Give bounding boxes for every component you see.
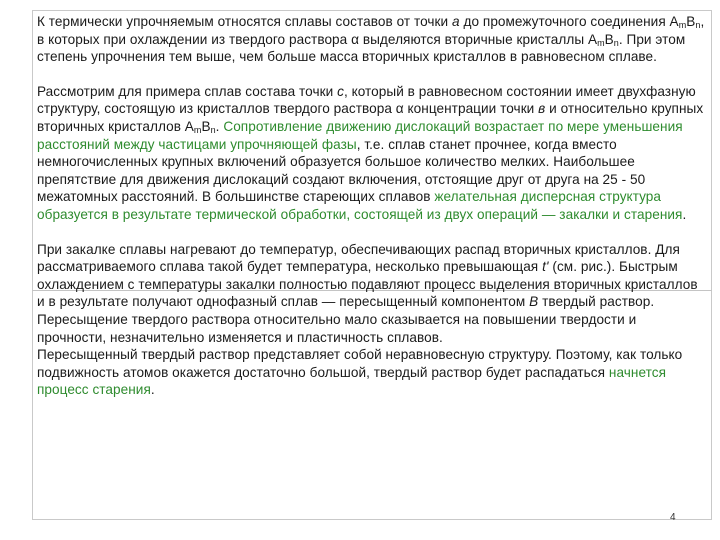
italic-text: а: [452, 14, 460, 29]
text-run: B: [604, 31, 614, 47]
text-run: .: [215, 118, 224, 134]
text-run: B: [201, 118, 211, 134]
subscript: n: [695, 20, 701, 30]
highlighted-text: начнется процесс старения: [37, 364, 666, 398]
text-run: При закалке сплавы нагревают до температур, обеспечивающих распад вторичных кристаллов. Для рассматриваемого сплава такой будет температура, несколько превышающая: [37, 241, 680, 275]
paragraph-1: [37, 13, 709, 66]
text-run: , т.е. сплав станет прочнее, когда вместо немногочисленных крупных включений образуется большое количество мелких. Наибольшее препятствие для движения дислокаций создают включения, отстоящие друг от друга на 25 - 50 межатомных расстояний. В большинстве стареющих сплавов: [37, 136, 646, 205]
text-run: Пересыщенный твердый раствор представляет собой неравновесную структуру. Поэтому, как только подвижность атомов окажется достаточно большой, твердый раствор будет распадаться: [37, 347, 683, 380]
text-run: . При этом степень упрочнения тем выше, чем больше масса вторичных кристаллов в равновесном сплаве.: [37, 31, 686, 65]
text-run: Рассмотрим для примера сплав состава точки: [37, 83, 338, 99]
subscript: n: [210, 124, 216, 135]
text-run: .: [150, 382, 155, 398]
paragraph-4: [37, 346, 709, 399]
italic-text: с: [337, 83, 344, 99]
highlighted-text: желательная дисперсная структура образуется в результате термической обработки, состоящей из двух операций — закалки и старения: [37, 189, 683, 222]
subscript: m: [193, 124, 202, 135]
text-run: (см. рис.). Быстрым охлаждением с температуры закалки полностью подавляют процесс выделения вторичных кристаллов и в результате получают однофазный сплав — пересыщенный компонентом: [37, 259, 698, 310]
text-run: , который в равновесном состоянии имеет двухфазную структуру, состоящую из кристаллов твердого раствора α концентрации точки: [37, 83, 696, 117]
italic-text: t': [542, 259, 549, 275]
text-run: .: [682, 206, 687, 222]
text-run: и относительно крупных вторичных кристаллов A: [37, 101, 704, 134]
text-run: , в которых при охлаждении из твердого раствора α выделяются вторичные кристаллы A: [37, 14, 705, 47]
text-run: B: [686, 14, 696, 29]
text-run: твердый раствор. Пересыщение твердого раствора относительно мало сказывается на повышении твердости и прочности, незначительно изменяется и пластичность сплавов.: [37, 294, 655, 345]
subscript: m: [597, 37, 605, 48]
paragraph-3: [37, 241, 709, 347]
slide-content: [37, 13, 709, 399]
paragraph-2: [37, 83, 709, 224]
page-number: 4: [670, 512, 676, 523]
subscript: m: [678, 20, 687, 30]
text-run: К термически упрочняемым относятся сплавы составов от точки: [37, 14, 453, 29]
italic-text: B: [529, 294, 539, 310]
highlighted-text: Сопротивление движению дислокаций возрастает по мере уменьшения расстояний между частицами упрочняющей фазы: [37, 118, 683, 152]
italic-text: в: [538, 101, 546, 117]
text-run: до промежуточного соединения A: [459, 14, 679, 29]
subscript: n: [613, 37, 619, 48]
